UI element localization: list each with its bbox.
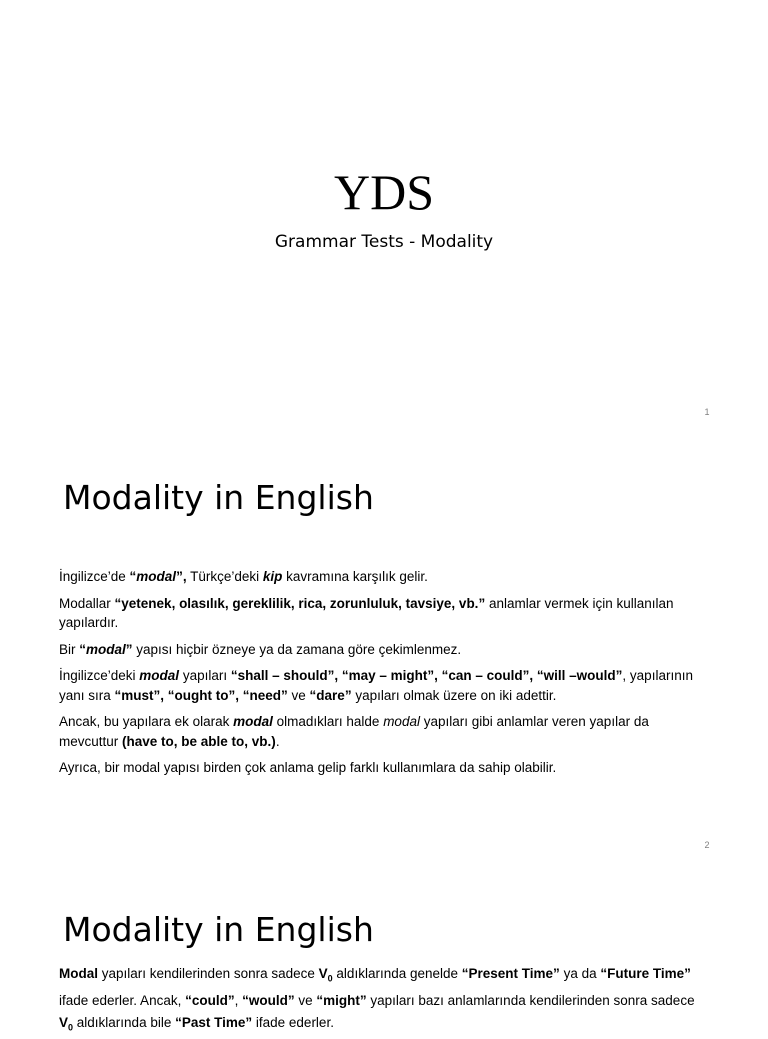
text: olmadıkları halde (272, 714, 384, 729)
text: yapıları olmak üzere on iki adettir. (351, 687, 557, 703)
paragraph-2 (59, 594, 699, 633)
slide-heading: Modality in English (63, 478, 374, 517)
page-number: 1 (704, 407, 710, 417)
text: ifade ederler. Ancak, (59, 993, 186, 1009)
subscript: 0 (327, 973, 333, 984)
text: Ancak, bu yapılara ek olarak (59, 714, 234, 729)
text: V (59, 1014, 69, 1030)
paragraph-6 (59, 758, 699, 778)
text: , (234, 993, 243, 1009)
text: Bir (59, 641, 80, 657)
subscript: 0 (68, 1022, 74, 1033)
text: , yapılarının yanı sıra (59, 668, 693, 703)
slide-subtitle: Grammar Tests - Modality (274, 232, 494, 252)
text: “Present Time” (461, 966, 560, 981)
text: kip (262, 569, 283, 584)
text: yapıları kendilerinden sonra sadece (98, 966, 319, 981)
text: Modal (59, 966, 98, 981)
text: modal (139, 668, 180, 683)
text: ve (287, 687, 310, 703)
slide-heading: Modality in English (63, 910, 374, 949)
text: modal (136, 569, 177, 584)
text: “shall – should”, “may – might”, “can – could”, “will –would” (230, 668, 623, 683)
text: “Future Time” (600, 966, 691, 981)
page-number: 2 (704, 840, 710, 850)
text: yapısı hiçbir özneye ya da zamana göre çekimlenmez. (132, 641, 462, 657)
text: ” (125, 641, 133, 657)
text: modal (383, 714, 420, 729)
text: yapıları gibi anlamlar veren yapılar da mevcuttur (59, 714, 649, 749)
slide-body (59, 963, 709, 1039)
paragraph-1 (59, 567, 699, 587)
text: modal (86, 641, 126, 657)
text: “might” (316, 993, 367, 1009)
text: yapıları (179, 668, 231, 683)
text: . (275, 733, 280, 749)
text: ve (294, 993, 317, 1009)
text: “ (129, 569, 137, 584)
slide-2 (0, 433, 768, 866)
text: Modallar (59, 595, 115, 611)
text: modal (233, 714, 273, 729)
text: “dare” (309, 687, 352, 703)
paragraph-4 (59, 666, 699, 705)
text: Ayrıca, bir modal yapısı birden çok anlama gelip farklı kullanımlara da sahip olabilir. (59, 760, 557, 775)
paragraph-5 (59, 712, 699, 751)
slide-body (59, 567, 699, 785)
text: İngilizce’deki (59, 668, 140, 683)
text: ”, (176, 569, 187, 584)
text: ifade ederler. (252, 1014, 334, 1030)
text: “could” (185, 993, 235, 1009)
text: “yetenek, olasılık, gereklilik, rica, zorunluluk, tavsiye, vb.” (114, 595, 486, 611)
paragraph-1 (59, 963, 709, 1039)
text: “must”, “ought to”, “need” (114, 687, 288, 703)
text: aldıklarında bile (73, 1014, 176, 1030)
text: “ (79, 641, 86, 657)
text: “would” (242, 993, 295, 1009)
text: yapıları bazı anlamlarında kendilerinden sonra sadece (366, 993, 695, 1009)
text: “Past Time” (175, 1014, 253, 1030)
text: ya da (559, 966, 601, 981)
slide-1 (0, 0, 768, 433)
slide-title: YDS (333, 164, 435, 220)
text: İngilizce’de (59, 569, 130, 584)
text: V (318, 966, 328, 981)
text: Türkçe’deki (186, 569, 263, 584)
text: anlamlar vermek için kullanılan yapılardır. (59, 595, 674, 630)
slide-3 (0, 866, 768, 1033)
text: aldıklarında genelde (332, 966, 462, 981)
text: kavramına karşılık gelir. (282, 569, 428, 584)
paragraph-3 (59, 640, 699, 660)
text: (have to, be able to, vb.) (122, 733, 276, 749)
